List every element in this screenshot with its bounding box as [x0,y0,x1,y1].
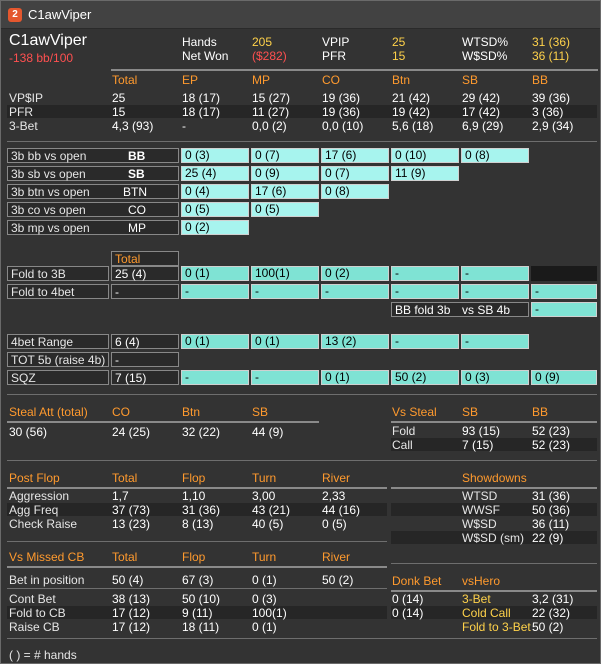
divider [7,638,597,639]
row-pos: CO [128,203,146,217]
showdown-label: W$SD (sm) [462,531,524,545]
cell: 31 (36) [182,503,221,517]
vs-steal-fold-bb: 52 (23) [532,424,571,438]
cell: 29 (42) [462,91,501,105]
cell: - [531,302,597,317]
col-header-mp: MP [252,73,270,87]
cell: 44 (16) [322,503,361,517]
vshero-value: 3,2 (31) [532,592,574,606]
bb-fold-label: BB fold 3b [395,303,451,317]
total-box [111,352,179,367]
divider [391,563,597,564]
vshero-label: Fold to 3-Bet [462,620,531,634]
cell: - [391,334,459,349]
divider [7,566,387,568]
cell: 13 (2) [321,334,389,349]
cell: 15 (27) [252,91,291,105]
row-label: Check Raise [9,517,78,531]
cell: 0 (10) [391,148,459,163]
wtsd-value: 31 (36) [532,35,571,49]
steal-header-co: CO [112,405,130,419]
cell: 19 (36) [322,91,361,105]
cell: 100(1) [251,266,319,281]
cell: 1,7 [112,489,129,503]
cell: 15 [112,105,126,119]
cell: - [251,370,319,385]
row-label: 3b co vs open [11,203,86,217]
row-pos: BTN [123,185,147,199]
netwon-value: ($282) [252,49,287,63]
row-label: VP$IP [9,91,44,105]
row-label: Raise CB [9,620,60,634]
cell: 5,6 (18) [392,119,434,133]
wtsd-label: WTSD% [462,35,508,49]
postflop-title: Post Flop [9,471,60,485]
cell: - [461,284,529,299]
row-label: SQZ [11,371,36,385]
vs-steal-fold-label: Fold [392,424,416,438]
missedcb-header-river: River [322,550,351,564]
cell: 0 (1) [251,334,319,349]
vshero-value: 22 (32) [532,606,571,620]
steal-co: 24 (25) [112,425,151,439]
footer-note: ( ) = # hands [9,648,77,662]
cell: 0 (1) [252,620,277,634]
cell: 50 (2) [391,370,459,385]
postflop-header-river: River [322,471,351,485]
cell: 0 (1) [181,334,249,349]
total-cell: 7 (15) [115,371,147,385]
hands-value: 205 [252,35,273,49]
cell: - [391,284,459,299]
vs-sb-label: vs SB 4b [462,303,511,317]
col-header-co: CO [322,73,340,87]
vshero-label: 3-Bet [462,592,491,606]
postflop-header-flop: Flop [182,471,206,485]
cell: - [182,119,186,133]
cell: 0 (3) [461,370,529,385]
cell: - [181,370,249,385]
cell: 0 (5) [251,202,319,217]
row-pos: SB [128,167,145,181]
row-label: 3b mp vs open [11,221,90,235]
cell: - [461,266,529,281]
postflop-header-total: Total [112,471,138,485]
cell: 0 (9) [531,370,597,385]
cell: 40 (5) [252,517,284,531]
col-header-bb: BB [532,73,549,87]
divider [7,541,387,542]
cell: 17 (6) [321,148,389,163]
pfr-value: 15 [392,49,406,63]
divider [7,394,597,395]
cell: 1,10 [182,489,206,503]
player-name: C1awViper [9,32,87,49]
divider [111,69,598,71]
cell: - [181,284,249,299]
missedcb-header-flop: Flop [182,550,206,564]
showdown-label: WWSF [462,503,500,517]
cell: 25 [112,91,126,105]
showdown-value: 36 (11) [532,517,570,531]
cell: 25 (4) [181,166,249,181]
empty-cell [531,266,597,281]
cell: 18 (17) [182,91,221,105]
cell: 9 (11) [182,606,213,620]
col-header-sb: SB [462,73,479,87]
total-cell: - [115,353,119,367]
cell: 37 (73) [112,503,151,517]
missedcb-title: Vs Missed CB [9,550,85,564]
row-label: 3b bb vs open [11,149,87,163]
window-title: C1awViper [28,7,92,22]
cell: 0 (2) [181,220,249,235]
col-header-total: Total [112,73,138,87]
row-label: Bet in position [9,573,85,587]
row-label: 3b sb vs open [11,167,86,181]
cell: 0 (8) [321,184,389,199]
row-stripe [7,105,597,118]
total-cell: - [115,285,119,299]
cell: 17 (42) [462,105,501,119]
total-cell: 6 (4) [115,335,140,349]
cell: 67 (3) [182,573,214,587]
cell: 11 (9) [391,166,459,181]
row-label: Fold to 3B [11,267,66,281]
cell: 17 (6) [251,184,319,199]
cell: 3,00 [252,489,276,503]
missedcb-header-total: Total [112,550,138,564]
vs-steal-header-bb: BB [532,405,549,419]
cell: 2,33 [322,489,346,503]
donk-title: Donk Bet [392,574,442,588]
title-bar[interactable] [1,1,600,29]
row-label: Agg Freq [9,503,59,517]
cell: 0 (2) [321,266,389,281]
cell: 0 (1) [321,370,389,385]
cell: 50 (10) [182,592,221,606]
showdown-label: WTSD [462,489,498,503]
app-icon: 2 [8,8,22,22]
cell: 39 (36) [532,91,571,105]
cell: 0 (1) [181,266,249,281]
cell: 13 (23) [112,517,151,531]
vshero-label: Cold Call [462,606,511,620]
col-header-btn: Btn [392,73,411,87]
row-label: 3b btn vs open [11,185,90,199]
cell: 19 (36) [322,105,361,119]
missedcb-header-turn: Turn [252,550,277,564]
vs-steal-call-label: Call [392,438,413,452]
row-label: Aggression [9,489,70,503]
steal-title: Steal Att (total) [9,405,88,419]
cell: 0 (3) [181,148,249,163]
divider [391,421,597,423]
divider [7,588,387,589]
steal-header-sb: SB [252,405,269,419]
vpip-label: VPIP [322,35,350,49]
showdown-label: W$SD [462,517,497,531]
cell: - [461,334,529,349]
cell: - [391,266,459,281]
cell: - [531,284,597,299]
cell: 17 (12) [112,606,151,620]
row-label: Fold to 4bet [11,285,75,299]
cell: 0 (9) [251,166,319,181]
cell: 50 (4) [112,573,144,587]
cell: 2,9 (34) [532,119,574,133]
cell: 0,0 (10) [322,119,364,133]
cell: 21 (42) [392,91,431,105]
vs-steal-fold-sb: 93 (15) [462,424,501,438]
showdown-value: 50 (36) [532,503,571,517]
divider [7,141,597,142]
cell: 0 (5) [322,517,347,531]
cell: 19 (42) [392,105,431,119]
showdown-value: 31 (36) [532,489,571,503]
row-pos: BB [128,149,146,163]
vshero-value: 50 (2) [532,620,564,634]
cell: - [251,284,319,299]
donk-value: 0 (14) [392,606,424,620]
donk-value: 0 (14) [392,592,424,606]
fold-total-header: Total [115,252,141,266]
wsd-value: 36 (11) [532,49,570,63]
divider [7,460,597,461]
row-label: Fold to CB [9,606,66,620]
cell: 0 (8) [461,148,529,163]
cell: 17 (12) [112,620,151,634]
steal-header-btn: Btn [182,405,201,419]
postflop-header-turn: Turn [252,471,277,485]
cell: 6,9 (29) [462,119,504,133]
cell: 0 (3) [252,592,277,606]
total-cell: 25 (4) [115,267,147,281]
cell: 4,3 (93) [112,119,154,133]
vs-steal-header-sb: SB [462,405,479,419]
cell: 0 (7) [251,148,319,163]
vs-steal-title: Vs Steal [392,405,437,419]
row-label: PFR [9,105,33,119]
steal-total: 30 (56) [9,425,48,439]
cell: 50 (2) [322,573,354,587]
cell: 0 (1) [252,573,277,587]
cell: 11 (27) [252,105,290,119]
player-bb100: -138 bb/100 [9,51,74,65]
vshero-title: vsHero [462,574,501,588]
row-pos: MP [128,221,146,235]
cell: 0 (4) [181,184,249,199]
cell: 8 (13) [182,517,214,531]
row-label: TOT 5b (raise 4b) [11,353,106,367]
steal-btn: 32 (22) [182,425,221,439]
divider [7,421,319,423]
showdown-value: 22 (9) [532,531,564,545]
cell: - [321,284,389,299]
cell: 18 (11) [182,620,220,634]
vs-steal-call-sb: 7 (15) [462,438,494,452]
cell: 38 (13) [112,592,151,606]
netwon-label: Net Won [182,49,229,63]
vpip-value: 25 [392,35,406,49]
cell: 18 (17) [182,105,221,119]
vs-steal-call-bb: 52 (23) [532,438,571,452]
cell: 0 (5) [181,202,249,217]
pfr-label: PFR [322,49,346,63]
cell: 43 (21) [252,503,291,517]
row-label: 4bet Range [11,335,74,349]
showdowns-title: Showdowns [462,471,527,485]
wsd-label: W$SD% [462,49,508,63]
cell: 100(1) [252,606,287,620]
row-label: 3-Bet [9,119,38,133]
col-header-ep: EP [182,73,199,87]
hands-label: Hands [182,35,217,49]
cell: 0 (7) [321,166,389,181]
steal-sb: 44 (9) [252,425,284,439]
cell: 3 (36) [532,105,564,119]
cell: 0,0 (2) [252,119,287,133]
row-label: Cont Bet [9,592,56,606]
total-box [111,284,179,299]
